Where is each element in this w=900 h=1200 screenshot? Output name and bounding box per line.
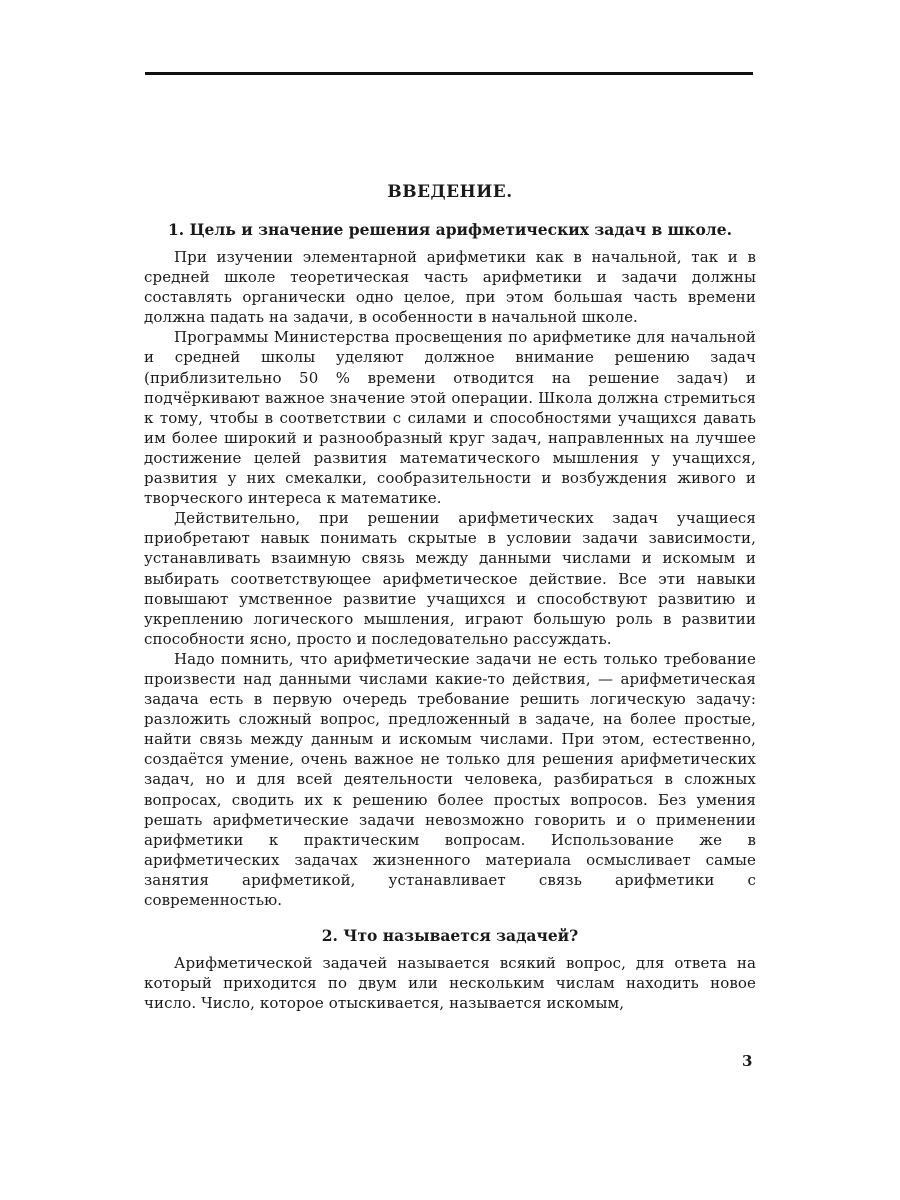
section-2-title: 2. Что называется задачей? — [321, 926, 579, 946]
section-1-paragraph-4: Надо помнить, что арифметические задачи не есть только требование произвести над данными числами какие-то действия, — арифметическая задача есть в первую очередь требование решить логическую задачу: разложить сложный вопрос, предложенный в задаче, на более простые, найти связь между данным и искомым числами. При этом, естественно, создаётся умение, очень важное не только для решения арифметических задач, но и для всей деятельности человека, разбираться в сложных вопросах, сводить их к решению более простых вопросов. Без умения решать арифметические задачи невозможно говорить и о применении арифметики к практическим вопросам. Использование же в арифметических задачах жизненного материала осмысливает самые занятия арифметикой, устанавливает связь арифметики с современностью. — [144, 649, 756, 909]
section-2-paragraph-1: Арифметической задачей называется всякий вопрос, для ответа на который приходится по двум или нескольким числам находить новое число. Число, которое отыскивается, называется искомым, — [144, 954, 756, 1013]
page-number: 3 — [742, 1052, 753, 1070]
section-1-paragraph-3: Действительно, при решении арифметических задач учащиеся приобретают навык понимать скрытые в условии задачи зависимости, устанавливать взаимную связь между данными числами и искомым и выбирать соответствующее арифметическое действие. Все эти навыки повышают умственное развитие учащихся и способствуют развитию и укреплению логического мышления, играют большую роль в развитии способности ясно, просто и последовательно рассуждать. — [144, 509, 756, 648]
chapter-title: ВВЕДЕНИЕ. — [387, 182, 513, 202]
top-rule — [145, 72, 753, 75]
section-1-paragraph-2: Программы Министерства просвещения по арифметике для начальной и средней школы уделяют должное внимание решению задач (приблизительно 50 % времени отводится на решение задач) и подчёркивают важное значение этой операции. Школа должна стремиться к тому, чтобы в соответствии с силами и способностями учащихся давать им более широкий и разнообразный круг задач, направленных на лучшее достижение целей развития математического мышления у учащихся, развития у них смекалки, сообразительности и возбуждения живого и творческого интереса к математике. — [144, 328, 756, 508]
section-1-paragraph-1: При изучении элементарной арифметики как в начальной, так и в средней школе теоретическая часть арифметики и задачи должны составлять органически одно целое, при этом большая часть времени должна падать на задачи, в особенности в начальной школе. — [144, 248, 756, 327]
section-gap — [144, 910, 756, 926]
section-1-title: 1. Цель и значение решения арифметических задач в школе. — [168, 220, 732, 239]
page-content — [144, 182, 756, 1013]
